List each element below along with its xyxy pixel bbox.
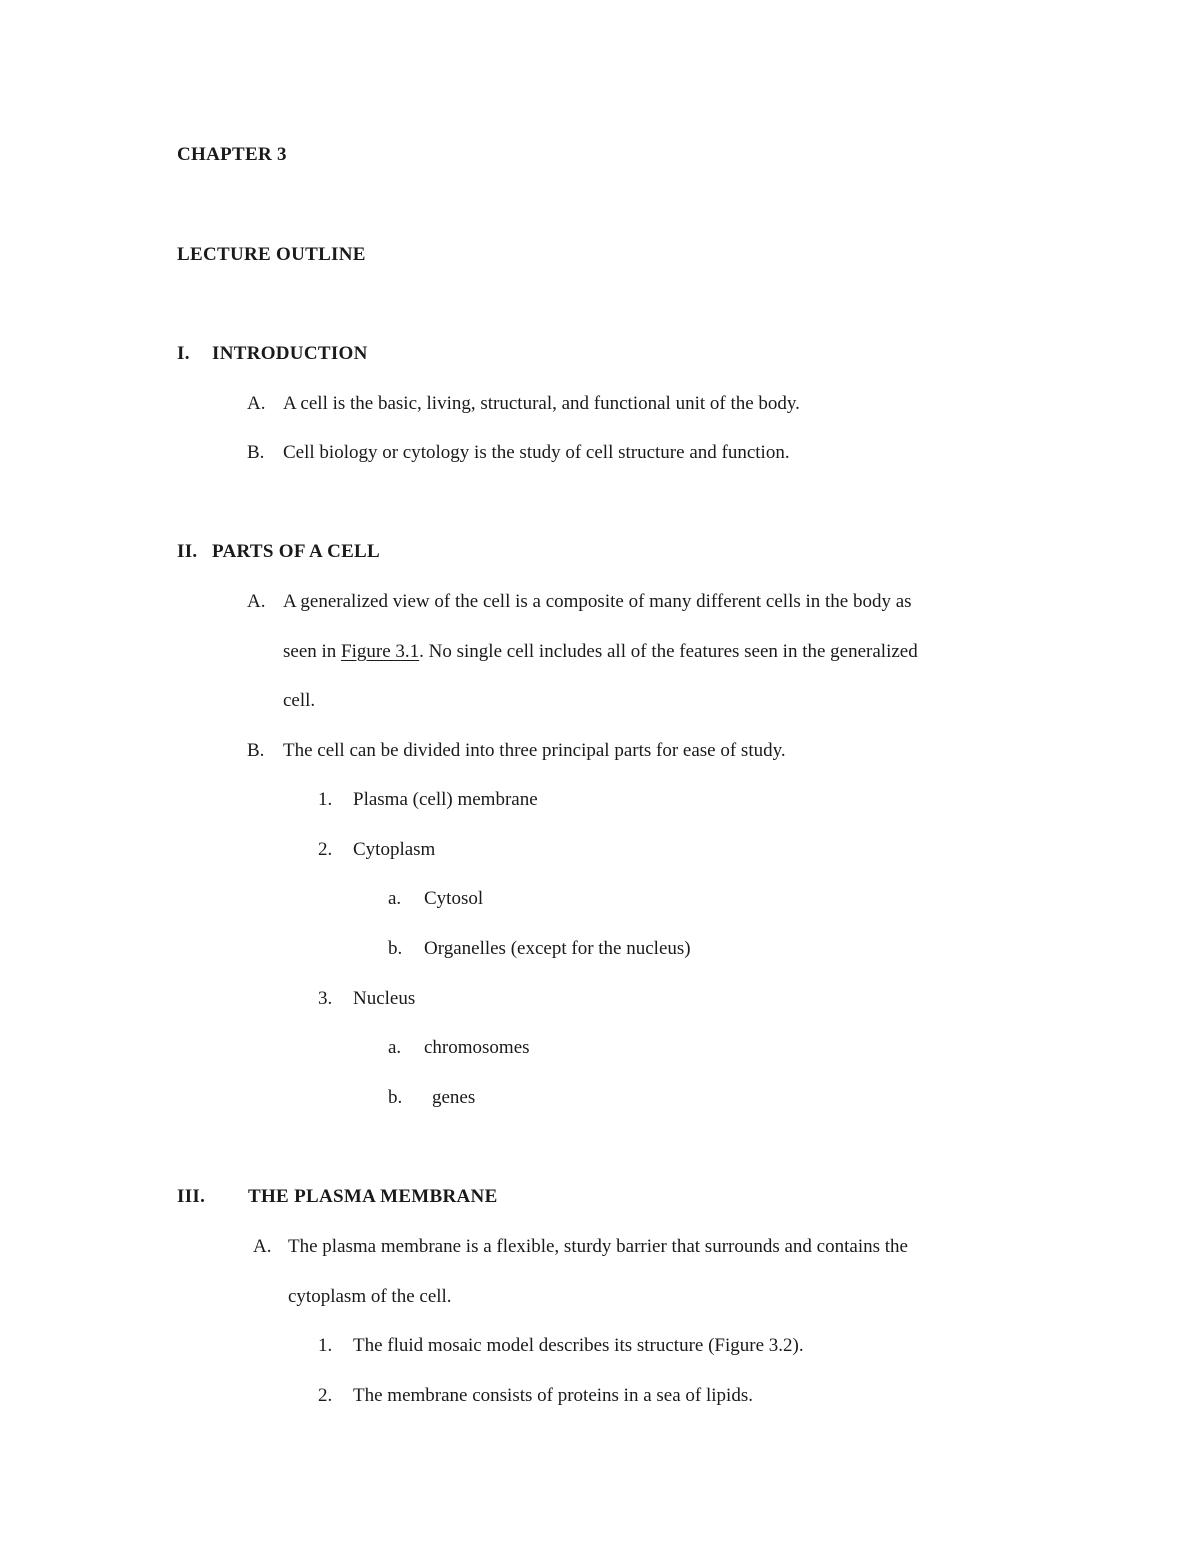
list-marker: A. <box>247 393 266 414</box>
lecture-outline-title: LECTURE OUTLINE <box>177 244 366 265</box>
list-item-text: Cell biology or cytology is the study of cell structure and function. <box>283 442 790 463</box>
list-item-text: The membrane consists of proteins in a sea of lipids. <box>353 1385 753 1406</box>
list-item-text: genes <box>432 1087 476 1108</box>
section-numeral: I. <box>177 343 190 364</box>
list-marker: A. <box>247 591 266 612</box>
list-item-text: Plasma (cell) membrane <box>353 789 538 810</box>
list-marker: 2. <box>318 1385 333 1406</box>
list-marker: 1. <box>318 789 333 810</box>
section-numeral: II. <box>177 541 198 562</box>
list-item-text: The fluid mosaic model describes its structure (Figure 3.2). <box>353 1335 804 1356</box>
list-item-text: Cytoplasm <box>353 839 436 860</box>
list-marker: a. <box>388 1037 402 1058</box>
list-marker: a. <box>388 888 402 909</box>
section-heading: THE PLASMA MEMBRANE <box>248 1186 498 1207</box>
list-item-text: The plasma membrane is a flexible, sturdy barrier that surrounds and contains the <box>288 1236 908 1257</box>
section-heading: PARTS OF A CELL <box>212 541 381 562</box>
chapter-title: CHAPTER 3 <box>177 144 287 165</box>
list-item-text: Nucleus <box>353 988 416 1009</box>
list-item-text: A cell is the basic, living, structural, and functional unit of the body. <box>283 393 800 414</box>
list-item-text: Organelles (except for the nucleus) <box>424 938 691 959</box>
figure-3-1-link[interactable]: Figure 3.1 <box>341 641 420 662</box>
list-item-text: A generalized view of the cell is a composite of many different cells in the body as <box>283 591 912 612</box>
section-numeral: III. <box>177 1186 206 1207</box>
list-marker: 3. <box>318 988 333 1009</box>
list-item-text-continued: cytoplasm of the cell. <box>288 1286 452 1307</box>
text-fragment: seen in <box>283 641 342 662</box>
text-fragment: . No single cell includes all of the features seen in the generalized <box>419 641 918 662</box>
list-item-text-continued <box>283 640 918 664</box>
list-item-text: chromosomes <box>424 1037 530 1058</box>
list-marker: B. <box>247 442 265 463</box>
list-item-text-continued: cell. <box>283 690 316 711</box>
list-marker: b. <box>388 938 403 959</box>
list-marker: B. <box>247 740 265 761</box>
section-heading: INTRODUCTION <box>212 343 368 364</box>
list-item-text: Cytosol <box>424 888 484 909</box>
list-marker: b. <box>388 1087 403 1108</box>
list-marker: 2. <box>318 839 333 860</box>
list-marker: A. <box>253 1236 272 1257</box>
list-marker: 1. <box>318 1335 333 1356</box>
list-item-text: The cell can be divided into three principal parts for ease of study. <box>283 740 786 761</box>
